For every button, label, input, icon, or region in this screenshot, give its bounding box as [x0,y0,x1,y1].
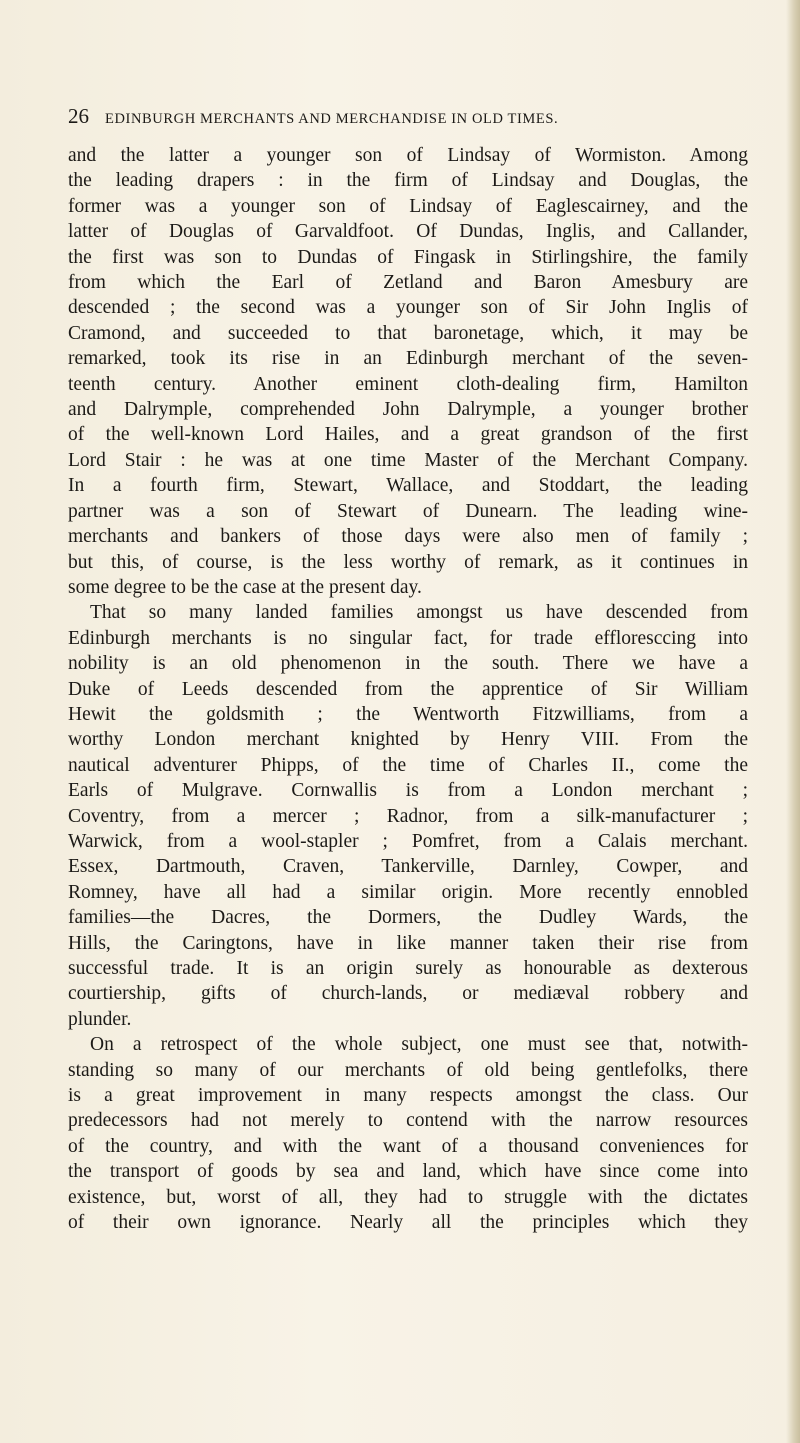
text-line: In a fourth firm, Stewart, Wallace, and Stoddart, the leading [68,475,748,497]
text-line: Hills, the Caringtons, have in like manner taken their rise from [68,932,748,954]
text-line: but this, of course, is the less worthy of remark, as it continues in [68,551,748,573]
text-line: standing so many of our merchants of old being gentlefolks, there [68,1059,748,1081]
text-line: of the country, and with the want of a thousand conveniences for [68,1135,748,1157]
text-line: existence, but, worst of all, they had to struggle with the dictates [68,1186,748,1208]
text-line: latter of Douglas of Garvaldfoot. Of Dundas, Inglis, and Callander, [68,221,748,243]
page-number: 26 [68,104,89,128]
paragraph-start-line: That so many landed families amongst us have descended from [90,602,748,624]
text-line: nautical adventurer Phipps, of the time of Charles II., come the [68,754,748,776]
text-line: partner was a son of Stewart of Dunearn. The leading wine- [68,500,748,522]
text-line: Essex, Dartmouth, Craven, Tankerville, Darnley, Cowper, and [68,856,748,878]
paragraph-end-line: plunder. [68,1008,132,1030]
text-line: Lord Stair : he was at one time Master of the Merchant Company. [68,449,748,471]
text-line: Edinburgh merchants is no singular fact, for trade effloresccing into [68,627,748,649]
body-text [68,143,748,1235]
page-edge-shadow [786,0,800,1443]
text-line: and Dalrymple, comprehended John Dalrymple, a younger brother [68,399,748,421]
text-line: from which the Earl of Zetland and Baron Amesbury are [68,272,748,294]
text-line: teenth century. Another eminent cloth-dealing firm, Hamilton [68,373,748,395]
text-line: families—the Dacres, the Dormers, the Dudley Wards, the [68,907,748,929]
text-line: remarked, took its rise in an Edinburgh merchant of the seven- [68,348,748,370]
text-line: is a great improvement in many respects amongst the class. Our [68,1085,748,1107]
text-line: the first was son to Dundas of Fingask in Stirlingshire, the family [68,246,748,268]
text-line: merchants and bankers of those days were also men of family ; [68,526,748,548]
text-line: worthy London merchant knighted by Henry VIII. From the [68,729,748,751]
text-line: of the well-known Lord Hailes, and a great grandson of the first [68,424,748,446]
running-head-title: EDINBURGH MERCHANTS AND MERCHANDISE IN OLD TIMES. [105,111,559,127]
text-line: Cramond, and succeeded to that baronetage, which, it may be [68,322,748,344]
text-line: Coventry, from a mercer ; Radnor, from a silk-manufacturer ; [68,805,748,827]
text-line: successful trade. It is an origin surely as honourable as dexterous [68,958,748,979]
text-line: Earls of Mulgrave. Cornwallis is from a London merchant ; [68,780,748,802]
text-line: and the latter a younger son of Lindsay of Wormiston. Among [68,145,748,166]
paragraph-end-line: some degree to be the case at the present day. [68,576,422,598]
paragraph-start-line: On a retrospect of the whole subject, one must see that, notwith- [90,1034,748,1056]
running-head [68,104,748,132]
text-line: Romney, have all had a similar origin. More recently ennobled [68,881,748,903]
text-line: Warwick, from a wool-stapler ; Pomfret, from a Calais merchant. [68,830,748,852]
text-line: Duke of Leeds descended from the apprentice of Sir William [68,678,748,700]
text-line: the transport of goods by sea and land, which have since come into [68,1161,748,1183]
text-line: former was a younger son of Lindsay of Eaglescairney, and the [68,195,748,217]
text-line: descended ; the second was a younger son of Sir John Inglis of [68,297,748,319]
text-line: Hewit the goldsmith ; the Wentworth Fitzwilliams, from a [68,703,748,725]
text-line: the leading drapers : in the firm of Lindsay and Douglas, the [68,170,748,192]
text-line: predecessors had not merely to contend with the narrow resources [68,1110,748,1132]
text-line: courtiership, gifts of church-lands, or mediæval robbery and [68,983,748,1005]
text-line: of their own ignorance. Nearly all the principles which they [68,1212,748,1234]
text-line: nobility is an old phenomenon in the south. There we have a [68,653,748,675]
